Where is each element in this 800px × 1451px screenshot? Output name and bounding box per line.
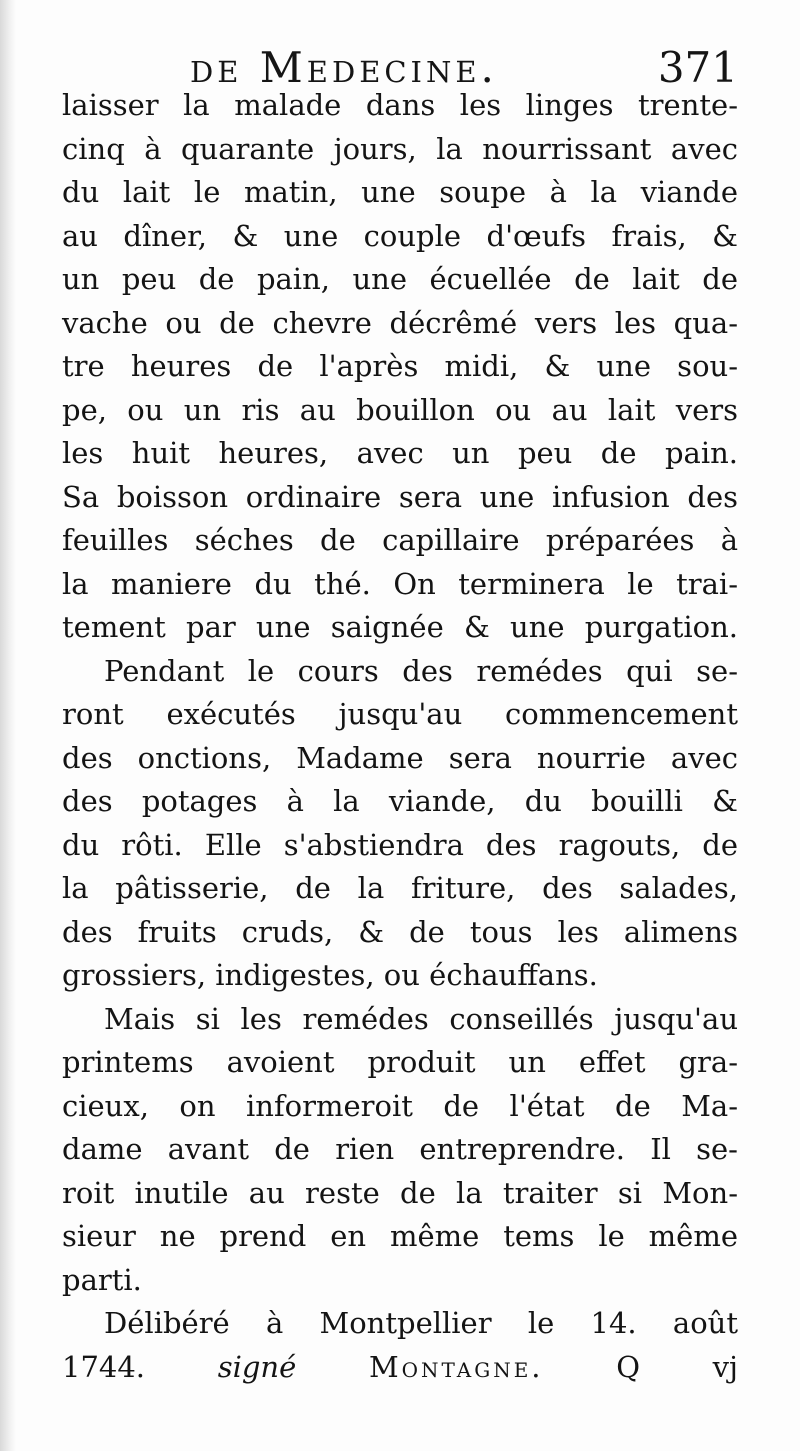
text-line: Mais si les remédes conseillés jusqu'au (104, 1001, 738, 1036)
text-line: pe, ou un ris au bouillon ou au lait vers (62, 392, 738, 427)
paragraph (62, 650, 738, 998)
text-line: parti. (62, 1262, 142, 1297)
text-line: la maniere du thé. On terminera le trai- (62, 566, 738, 601)
text-line: cieux, on informeroit de l'état de Ma- (62, 1088, 738, 1123)
text-line: dame avant de rien entreprendre. Il se- (62, 1132, 738, 1166)
text-line: ront exécutés jusqu'au commencement (62, 697, 738, 731)
text-line: au dîner, & une couple d'œufs frais, & (62, 218, 738, 253)
text-line: grossiers, indigestes, ou échauffans. (62, 958, 598, 992)
text-line: Délibéré à Montpellier le 14. août (104, 1306, 738, 1340)
running-title: de Medecine. (190, 43, 498, 92)
text-line: sieur ne prend en même tems le même (62, 1219, 738, 1253)
text-line: du rôti. Elle s'abstiendra des ragouts, de (62, 827, 738, 862)
text-line: les huit heures, avec un peu de pain. (62, 436, 738, 470)
text-line: printems avoient produit un effet gra- (62, 1045, 738, 1079)
text-line: la pâtisserie, de la friture, des salades, (62, 871, 738, 905)
closing-block (62, 1302, 738, 1389)
signature-signed: signé (217, 1349, 297, 1384)
paragraph (62, 998, 738, 1303)
text-line: des fruits cruds, & de tous les alimens (62, 914, 738, 949)
text-line: un peu de pain, une écuellée de lait de (62, 262, 738, 296)
page-gutter-shadow (0, 0, 16, 1451)
text-line: feuilles séches de capillaire préparées à (62, 523, 738, 557)
signature-line (62, 1346, 738, 1390)
text-line: tre heures de l'après midi, & une sou- (62, 349, 738, 383)
text-line: du lait le matin, une soupe à la viande (62, 175, 738, 209)
text-line: roit inutile au reste de la traiter si Mon- (62, 1175, 738, 1210)
text-line: vache ou de chevre décrêmé vers les qua- (62, 305, 738, 340)
page-number: 371 (657, 43, 738, 92)
signature-mark: Q vj (616, 1349, 739, 1384)
text-line: Pendant le cours des remédes qui se- (104, 653, 738, 688)
signature-date: 1744. (62, 1349, 146, 1384)
text-line: cinq à quarante jours, la nourrissant avec (62, 131, 738, 166)
text-line: tement par une saignée & une purgation. (62, 610, 738, 644)
text-line: Sa boisson ordinaire sera une infusion des (62, 479, 738, 514)
text-line: des potages à la viande, du bouilli & (62, 784, 738, 818)
paragraph (62, 84, 738, 650)
text-line: laisser la malade dans les linges trente- (62, 88, 738, 122)
text-line: des onctions, Madame sera nourrie avec (62, 740, 738, 775)
body-text (62, 84, 738, 1389)
signature-name: Montagne. (368, 1349, 544, 1384)
